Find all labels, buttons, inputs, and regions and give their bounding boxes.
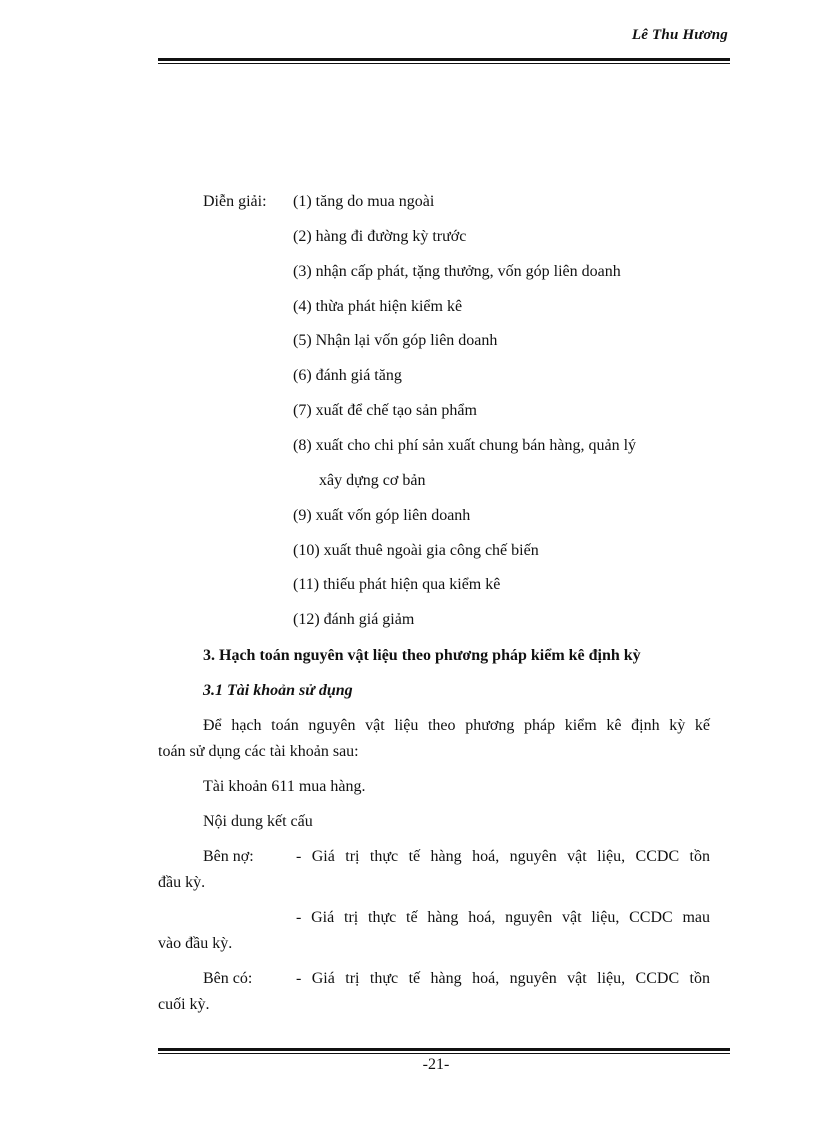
- explanation-item-3: (3) nhận cấp phát, tặng thưởng, vốn góp liên doanh: [293, 263, 621, 280]
- debit-label: Bên nợ:: [203, 848, 254, 865]
- explanation-item-6: (6) đánh giá tăng: [293, 367, 402, 384]
- page-number: -21-: [422, 1056, 450, 1073]
- credit-label: Bên có:: [203, 970, 253, 987]
- explanation-item-4: (4) thừa phát hiện kiểm kê: [293, 298, 463, 315]
- credit-item-1: - Giá trị thực tế hàng hoá, nguyên vật liệu, CCDC tồn: [296, 970, 710, 987]
- header-rule: [158, 58, 730, 64]
- debit-item-2-continued: vào đầu kỳ.: [158, 935, 233, 952]
- debit-item-1-continued: đầu kỳ.: [158, 874, 206, 891]
- explanation-item-11: (11) thiếu phát hiện qua kiểm kê: [293, 576, 501, 593]
- intro-line-1: Để hạch toán nguyên vật liệu theo phương pháp kiểm kê định kỳ kế: [203, 717, 710, 734]
- explanation-item-8-continued: xây dựng cơ bản: [319, 472, 426, 489]
- explanation-item-12: (12) đánh giá giảm: [293, 611, 415, 628]
- explanation-item-1: (1) tăng do mua ngoài: [293, 193, 435, 210]
- explanation-item-2: (2) hàng đi đường kỳ trước: [293, 228, 467, 245]
- section-heading: 3. Hạch toán nguyên vật liệu theo phương pháp kiểm kê định kỳ: [203, 647, 641, 664]
- explanation-item-8: (8) xuất cho chi phí sản xuất chung bán hàng, quản lý: [293, 437, 637, 454]
- section-subheading: 3.1 Tài khoản sử dụng: [203, 682, 353, 699]
- author-header: Lê Thu Hương: [631, 27, 728, 43]
- explanation-item-5: (5) Nhận lại vốn góp liên doanh: [293, 332, 498, 349]
- explanation-item-7: (7) xuất để chế tạo sản phẩm: [293, 402, 477, 419]
- debit-item-1: - Giá trị thực tế hàng hoá, nguyên vật liệu, CCDC tồn: [296, 848, 710, 865]
- explanation-item-10: (10) xuất thuê ngoài gia công chế biến: [293, 542, 539, 559]
- intro-line-2: toán sử dụng các tài khoản sau:: [158, 743, 359, 760]
- credit-item-1-continued: cuối kỳ.: [158, 996, 210, 1013]
- structure-line: Nội dung kết cấu: [203, 813, 313, 830]
- explanation-label: Diễn giải:: [203, 193, 267, 210]
- debit-item-2: - Giá trị thực tế hàng hoá, nguyên vật liệu, CCDC mau: [296, 909, 710, 926]
- explanation-item-9: (9) xuất vốn góp liên doanh: [293, 507, 471, 524]
- account-line: Tài khoản 611 mua hàng.: [203, 778, 366, 795]
- footer-rule: [158, 1048, 730, 1054]
